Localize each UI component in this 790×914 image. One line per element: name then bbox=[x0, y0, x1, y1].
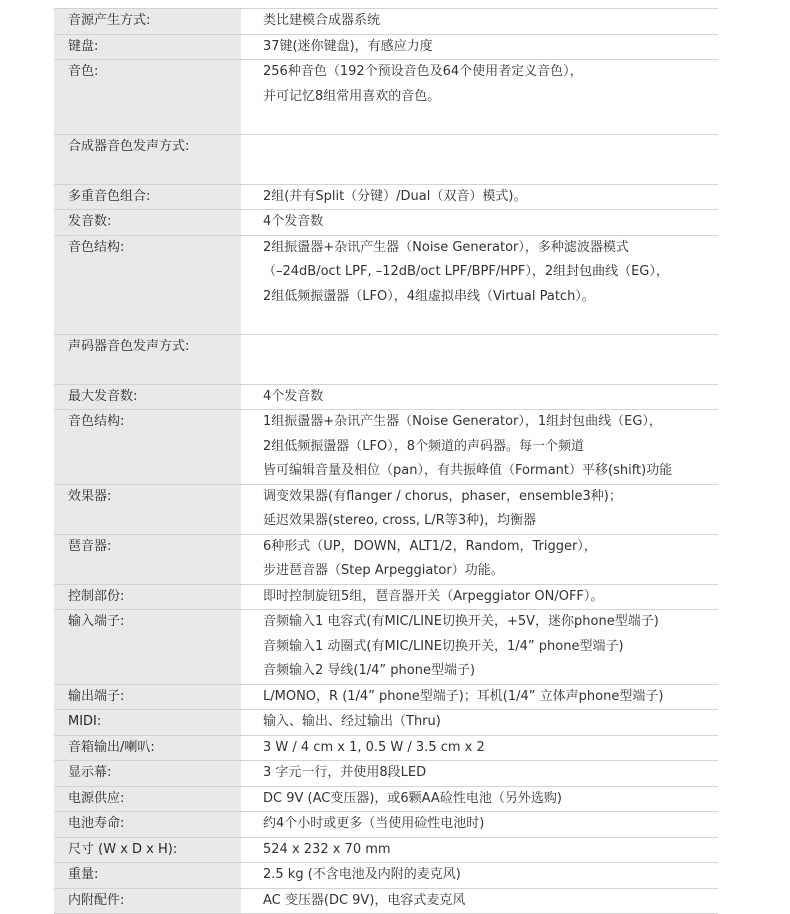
spec-label: 最大发音数: bbox=[54, 384, 241, 410]
spec-value bbox=[241, 184, 718, 210]
spec-label: 音源产生方式: bbox=[54, 9, 241, 35]
spec-row bbox=[54, 812, 718, 838]
spec-row bbox=[54, 761, 718, 787]
spec-value bbox=[241, 710, 718, 736]
spec-value-line: 类比建模合成器系统 bbox=[263, 13, 381, 28]
spec-value-line: 2组(并有Split（分键）/Dual（双音）模式)。 bbox=[263, 188, 527, 204]
spec-value-line: 约4个小时或更多（当使用硷性电池时) bbox=[263, 816, 485, 831]
spec-label: 琶音器: bbox=[54, 534, 241, 584]
spec-row bbox=[54, 710, 718, 736]
spec-value-line: 4个发音数 bbox=[263, 214, 324, 229]
spec-value-line: 即时控制旋钮5组，琶音器开关（Arpeggiator ON/OFF）。 bbox=[263, 588, 604, 604]
spec-value bbox=[241, 9, 718, 35]
spec-row bbox=[54, 786, 718, 812]
spec-label: 音色: bbox=[54, 60, 241, 135]
spec-value bbox=[241, 410, 718, 485]
spec-value-line: 音频输入1 电容式(有MIC/LINE切换开关，+5V，迷你phone型端子) bbox=[263, 614, 659, 629]
spec-row bbox=[54, 410, 718, 485]
spec-value bbox=[241, 534, 718, 584]
spec-value-line: 524 x 232 x 70 mm bbox=[263, 841, 391, 857]
spec-value-line: DC 9V (AC变压器)，或6颗AA硷性电池（另外选购) bbox=[263, 790, 562, 806]
spec-label: 多重音色组合: bbox=[54, 184, 241, 210]
spec-table-body bbox=[54, 9, 718, 914]
spec-value-line: 并可记忆8组常用喜欢的音色。 bbox=[263, 88, 441, 104]
section-header-row bbox=[54, 134, 718, 184]
spec-value bbox=[241, 60, 718, 135]
spec-label: 尺寸 (W x D x H): bbox=[54, 837, 241, 863]
spec-value bbox=[241, 610, 718, 685]
spec-row bbox=[54, 610, 718, 685]
spec-value-line: 音频输入1 动圈式(有MIC/LINE切换开关，1/4” phone型端子) bbox=[263, 638, 624, 654]
spec-label: 音箱输出/喇叭: bbox=[54, 735, 241, 761]
spec-value-line: 1组振盪器+杂讯产生器（Noise Generator），1组封包曲线（EG）， bbox=[263, 414, 662, 429]
spec-value bbox=[241, 863, 718, 889]
spec-row bbox=[54, 9, 718, 35]
spec-value-line: （–24dB/oct LPF, –12dB/oct LPF/BPF/HPF），2组封包曲线（EG）， bbox=[263, 264, 669, 279]
spec-value bbox=[241, 34, 718, 60]
spec-label: 键盘: bbox=[54, 34, 241, 60]
spec-row bbox=[54, 235, 718, 334]
spec-value-line bbox=[263, 335, 718, 360]
spec-label: 声码器音色发声方式: bbox=[54, 334, 241, 384]
spec-value bbox=[241, 210, 718, 236]
spec-label: MIDI: bbox=[54, 710, 241, 736]
spec-value-line: 37键(迷你键盘)，有感应力度 bbox=[263, 38, 433, 54]
spec-value-line bbox=[263, 135, 718, 160]
spec-value-line: AC 变压器(DC 9V)，电容式麦克风 bbox=[263, 892, 466, 908]
spec-row bbox=[54, 384, 718, 410]
spec-value bbox=[241, 384, 718, 410]
spec-value bbox=[241, 735, 718, 761]
spec-row bbox=[54, 184, 718, 210]
spec-value-line: 2组振盪器+杂讯产生器（Noise Generator），多种滤波器模式 bbox=[263, 239, 629, 255]
spec-row bbox=[54, 484, 718, 534]
spec-label: 显示幕: bbox=[54, 761, 241, 787]
spec-value-line: 调变效果器(有flanger / chorus，phaser，ensemble3种)； bbox=[263, 488, 622, 504]
spec-row bbox=[54, 888, 718, 914]
spec-row bbox=[54, 534, 718, 584]
spec-value-line: 256种音色（192个预设音色及64个使用者定义音色）， bbox=[263, 64, 583, 79]
spec-value-line: L/MONO，R (1/4” phone型端子)；耳机(1/4” 立体声phone型端子) bbox=[263, 688, 664, 704]
spec-row bbox=[54, 684, 718, 710]
spec-value bbox=[241, 812, 718, 838]
spec-label: 重量: bbox=[54, 863, 241, 889]
spec-value-line: 输入、输出、经过输出（Thru) bbox=[263, 714, 441, 729]
spec-row bbox=[54, 837, 718, 863]
spec-value-line: 3 字元一行，并使用8段LED bbox=[263, 765, 427, 780]
spec-value bbox=[241, 684, 718, 710]
spec-value-line: 4个发音数 bbox=[263, 388, 324, 404]
spec-value-line bbox=[263, 109, 718, 134]
spec-value-line bbox=[263, 309, 718, 334]
spec-row bbox=[54, 34, 718, 60]
spec-label: 输出端子: bbox=[54, 684, 241, 710]
spec-value-line: 3 W / 4 cm x 1, 0.5 W / 3.5 cm x 2 bbox=[263, 739, 485, 755]
spec-value-line: 皆可编辑音量及相位（pan），有共振峰值（Formant）平移(shift)功能 bbox=[263, 463, 673, 478]
spec-value bbox=[241, 888, 718, 914]
spec-value bbox=[241, 235, 718, 334]
spec-row bbox=[54, 735, 718, 761]
spec-value-line: 6种形式（UP，DOWN，ALT1/2，Random，Trigger）， bbox=[263, 538, 597, 554]
spec-row bbox=[54, 863, 718, 889]
spec-table bbox=[54, 8, 718, 914]
spec-value bbox=[241, 837, 718, 863]
spec-value-line: 延迟效果器(stereo, cross, L/R等3种)，均衡器 bbox=[263, 513, 537, 528]
spec-row bbox=[54, 60, 718, 135]
spec-label: 控制部份: bbox=[54, 584, 241, 610]
spec-value-line: 步进琶音器（Step Arpeggiator）功能。 bbox=[263, 563, 504, 578]
spec-value-line: 2组低频振盪器（LFO），8个频道的声码器。每一个频道 bbox=[263, 438, 584, 454]
spec-label: 输入端子: bbox=[54, 610, 241, 685]
spec-value bbox=[241, 584, 718, 610]
spec-value-line: 2.5 kg (不含电池及内附的麦克风) bbox=[263, 867, 461, 882]
spec-value bbox=[241, 761, 718, 787]
spec-value-line: 2组低频振盪器（LFO），4组虚拟串线（Virtual Patch）。 bbox=[263, 288, 595, 304]
spec-label: 发音数: bbox=[54, 210, 241, 236]
spec-label: 效果器: bbox=[54, 484, 241, 534]
spec-value bbox=[241, 134, 718, 184]
spec-label: 音色结构: bbox=[54, 235, 241, 334]
spec-label: 合成器音色发声方式: bbox=[54, 134, 241, 184]
spec-value bbox=[241, 786, 718, 812]
spec-row bbox=[54, 210, 718, 236]
spec-row bbox=[54, 584, 718, 610]
section-header-row bbox=[54, 334, 718, 384]
spec-label: 电池寿命: bbox=[54, 812, 241, 838]
spec-value bbox=[241, 484, 718, 534]
spec-value bbox=[241, 334, 718, 384]
spec-label: 音色结构: bbox=[54, 410, 241, 485]
spec-label: 电源供应: bbox=[54, 786, 241, 812]
spec-value-line: 音频输入2 导线(1/4” phone型端子) bbox=[263, 663, 476, 678]
spec-label: 内附配件: bbox=[54, 888, 241, 914]
